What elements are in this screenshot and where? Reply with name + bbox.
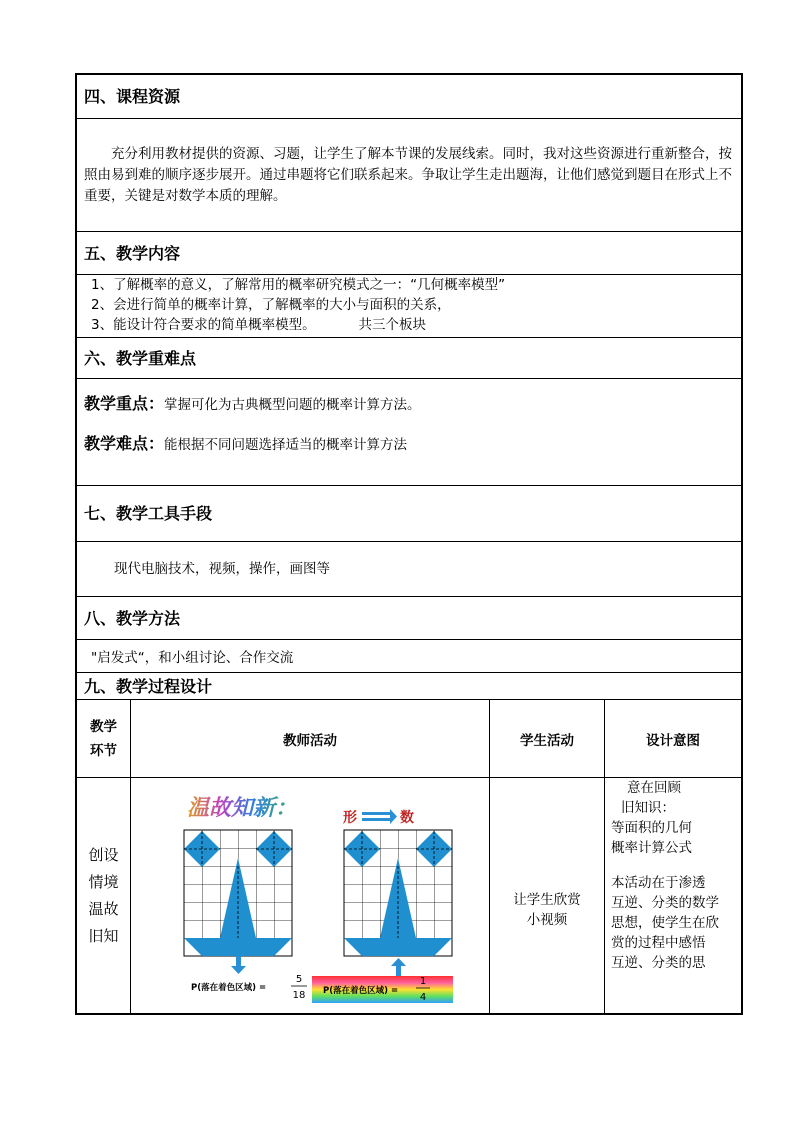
down-arrow-icon [231,956,246,974]
frac-left-den: 18 [292,990,306,1001]
intent-line: 互逆、分类的思 [611,955,706,971]
formula-right: P(落在着色区域) = [323,986,399,996]
stage-line: 情境 [88,872,119,891]
intent-line: 本活动在于渗透 [611,875,706,891]
header-stage-line: 教学 [90,718,117,735]
key-point [84,391,421,414]
intent-cell [605,778,741,1013]
frac-left-num: 5 [295,974,303,985]
section-4-title: 四、课程资源 [84,87,181,106]
section-6-header [77,338,741,379]
stage-line: 创设 [88,845,119,864]
key-point-text: 掌握可化为古典概型问题的概率计算方法。 [164,397,421,413]
section-5-list [91,275,505,335]
section-9-header [77,673,741,700]
banner-text: 温故知新： [187,795,298,821]
intent-line: 概率计算公式 [611,840,692,856]
section-7-text: 现代电脑技术，视频，操作，画图等 [114,561,330,577]
section-4-header [77,75,741,119]
difficult-point [84,431,407,454]
header-student: 学生活动 [490,700,605,777]
section-4-text: 充分利用教材提供的资源、习题，让学生了解本节课的发展线索。同时，我对这些资源进行重新整合，按照由易到难的顺序逐步展开。通过串题将它们联系起来。争取让学生走出题海，让他们感觉到题目在形式上不重要，关键是对数学本质的理解。 [84,146,732,204]
section-5-body [77,275,741,338]
intent-line: 思想，使学生在欣 [611,915,719,931]
shape-label: 形 [343,810,357,826]
section-8-header [77,597,741,640]
lesson-plan-table [75,73,743,1015]
list-item: 1、了解概率的意义，了解常用的概率研究模式之一：“几何概率模型” [91,277,506,293]
list-item: 3、能设计符合要求的简单概率模型。 共三个板块 [91,317,427,333]
intent-line: 等面积的几何 [611,820,692,836]
section-6-title: 六、教学重难点 [84,349,197,368]
section-4-body [77,119,741,232]
up-arrow-icon [391,958,406,976]
key-point-label: 教学重点： [84,394,165,413]
student-line: 让学生欣赏 [513,892,581,908]
double-arrow-icon [362,809,397,824]
intent-line: 赏的过程中感悟 [611,935,706,951]
difficult-point-label: 教学难点： [84,434,165,453]
section-8-title: 八、教学方法 [84,609,181,628]
student-line: 小视频 [526,912,568,928]
frac-right-den: 4 [419,992,427,1003]
section-7-title: 七、教学工具手段 [84,504,213,523]
header-teacher: 教师活动 [131,700,490,777]
student-cell [490,778,605,1013]
header-intent: 设计意图 [646,732,700,749]
process-row [77,778,741,1013]
frac-right-num: 1 [419,976,427,987]
section-8-body [77,640,741,673]
section-5-title: 五、教学内容 [84,244,181,263]
section-5-header [77,232,741,275]
stage-line: 温故 [88,899,119,918]
list-item: 2、会进行简单的概率计算，了解概率的大小与面积的关系， [91,297,451,313]
geometry-probability-figure [131,778,490,1015]
intent-line: 旧知识： [621,800,675,816]
section-9-title: 九、教学过程设计 [84,677,213,696]
stage-cell [77,778,131,1013]
section-7-header [77,486,741,542]
left-grid [184,830,292,956]
formula-left: P(落在着色区域) = [191,983,267,993]
section-8-text: "启发式“，和小组讨论、合作交流 [91,650,294,666]
stage-line: 旧知 [88,926,119,945]
section-6-body [77,379,741,486]
intent-line: 互逆、分类的数学 [611,895,719,911]
intent-line: 意在回顾 [627,780,681,796]
header-stage-line: 环节 [90,742,117,759]
difficult-point-text: 能根据不同问题选择适当的概率计算方法 [164,437,408,453]
section-7-body [77,542,741,597]
header-stage [77,700,131,777]
teacher-cell [131,778,490,1013]
number-label: 数 [400,810,414,826]
process-table-header [77,700,741,778]
right-grid [344,830,452,956]
